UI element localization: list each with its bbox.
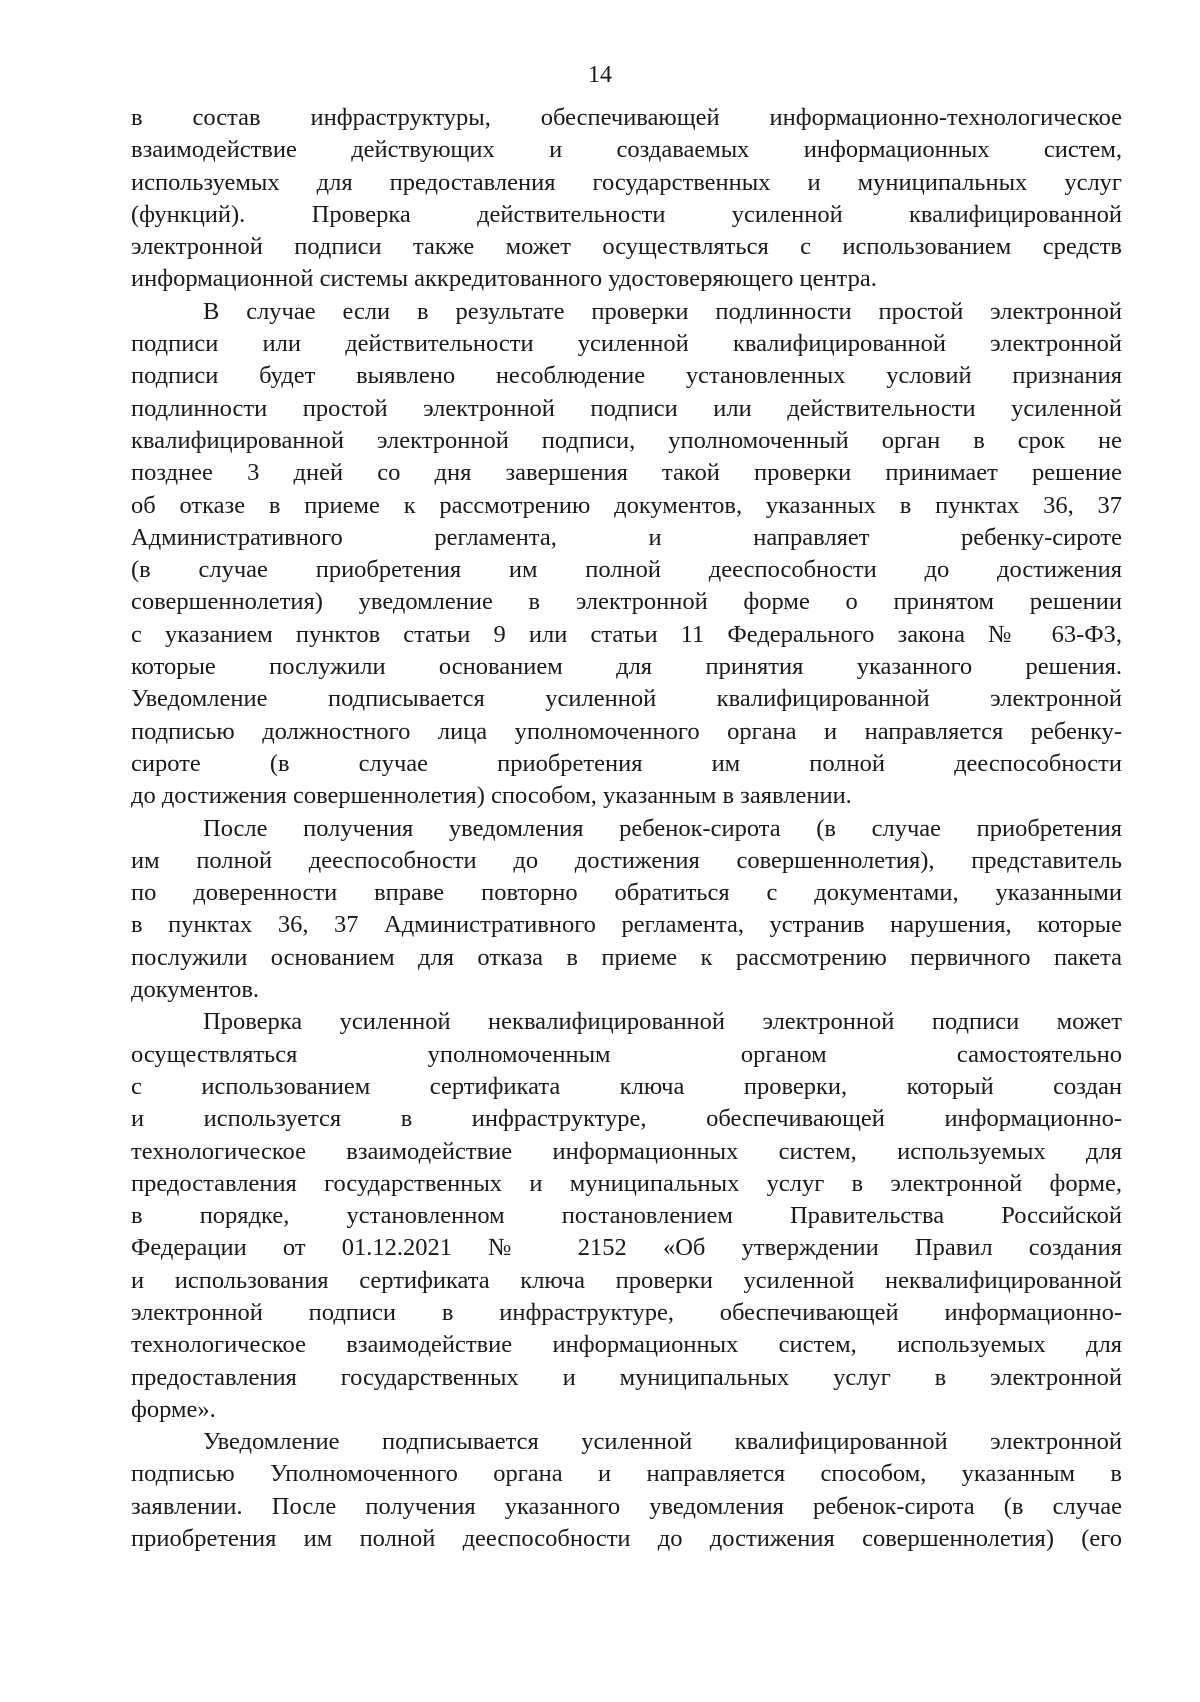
text-line: осуществляться уполномоченным органом самостоятельно (131, 1040, 1122, 1068)
text-line: предоставления государственных и муниципальных услуг в электронной форме, (131, 1169, 1122, 1197)
text-line: подлинности простой электронной подписи или действительности усиленной (131, 394, 1122, 422)
paragraph (131, 1426, 1122, 1555)
text-line: Федерации от 01.12.2021 № 2152 «Об утверждении Правил создания (131, 1234, 1122, 1262)
text-line: в состав инфраструктуры, обеспечивающей информационно-технологическое (131, 104, 1122, 131)
text-line: послужили основанием для отказа в приеме к рассмотрению первичного пакета (131, 943, 1122, 971)
text-line: подписи или действительности усиленной квалифицированной электронной (131, 330, 1122, 358)
text-line: взаимодействие действующих и создаваемых информационных систем, (131, 136, 1122, 164)
text-line: После получения уведомления ребенок-сирота (в случае приобретения (203, 814, 1122, 842)
text-line: форме». (131, 1395, 216, 1423)
text-line: приобретения им полной дееспособности до достижения совершеннолетия) (его (131, 1525, 1122, 1553)
paragraph (131, 813, 1122, 1007)
text-line: подписью должностного лица уполномоченного органа и направляется ребенку- (131, 717, 1122, 745)
text-line: до достижения совершеннолетия) способом, указанным в заявлении. (131, 782, 852, 810)
paragraph (131, 102, 1122, 296)
text-line: с использованием сертификата ключа проверки, который создан (131, 1072, 1122, 1100)
text-line: предоставления государственных и муниципальных услуг в электронной (131, 1363, 1122, 1391)
text-line: электронной подписи в инфраструктуре, обеспечивающей информационно- (131, 1298, 1122, 1326)
text-line: квалифицированной электронной подписи, уполномоченный орган в срок не (131, 426, 1122, 454)
text-line: используемых для предоставления государственных и муниципальных услуг (131, 168, 1122, 196)
text-line: по доверенности вправе повторно обратиться с документами, указанными (131, 879, 1122, 907)
text-line: подписи будет выявлено несоблюдение установленных условий признания (131, 362, 1122, 390)
document-body (131, 102, 1122, 1555)
text-line: совершеннолетия) уведомление в электронной форме о принятом решении (131, 588, 1122, 616)
text-line: Уведомление подписывается усиленной квалифицированной электронной (131, 685, 1122, 713)
text-line: об отказе в приеме к рассмотрению документов, указанных в пунктах 36, 37 (131, 491, 1122, 519)
paragraph (131, 1006, 1122, 1426)
text-line: электронной подписи также может осуществляться с использованием средств (131, 233, 1122, 261)
text-line: позднее 3 дней со дня завершения такой проверки принимает решение (131, 459, 1122, 487)
text-line: им полной дееспособности до достижения совершеннолетия), представитель (131, 846, 1122, 874)
text-line: Административного регламента, и направляет ребенку-сироте (131, 523, 1122, 551)
text-line: в порядке, установленном постановлением Правительства Российской (131, 1202, 1122, 1230)
text-line: в пунктах 36, 37 Административного регламента, устранив нарушения, которые (131, 911, 1122, 939)
text-line: заявлении. После получения указанного уведомления ребенок-сирота (в случае (131, 1492, 1122, 1520)
text-line: информационной системы аккредитованного удостоверяющего центра. (131, 265, 877, 293)
text-line: документов. (131, 976, 260, 1004)
text-line: и использования сертификата ключа проверки усиленной неквалифицированной (131, 1266, 1122, 1294)
text-line: (функций). Проверка действительности усиленной квалифицированной (131, 200, 1122, 228)
text-line: технологическое взаимодействие информационных систем, используемых для (131, 1137, 1122, 1165)
text-line: сироте (в случае приобретения им полной дееспособности (131, 749, 1122, 777)
text-line: В случае если в результате проверки подлинности простой электронной (203, 297, 1122, 325)
page-number: 14 (588, 62, 612, 88)
text-line: Уведомление подписывается усиленной квалифицированной электронной (203, 1428, 1122, 1456)
text-line: технологическое взаимодействие информационных систем, используемых для (131, 1331, 1122, 1359)
paragraph (131, 296, 1122, 813)
text-line: (в случае приобретения им полной дееспособности до достижения (131, 556, 1122, 584)
text-line: с указанием пунктов статьи 9 или статьи 11 Федерального закона № 63-ФЗ, (131, 620, 1122, 648)
text-line: и используется в инфраструктуре, обеспечивающей информационно- (131, 1105, 1122, 1133)
text-line: которые послужили основанием для принятия указанного решения. (131, 653, 1122, 681)
text-line: Проверка усиленной неквалифицированной электронной подписи может (203, 1008, 1122, 1036)
text-line: подписью Уполномоченного органа и направляется способом, указанным в (131, 1460, 1122, 1488)
